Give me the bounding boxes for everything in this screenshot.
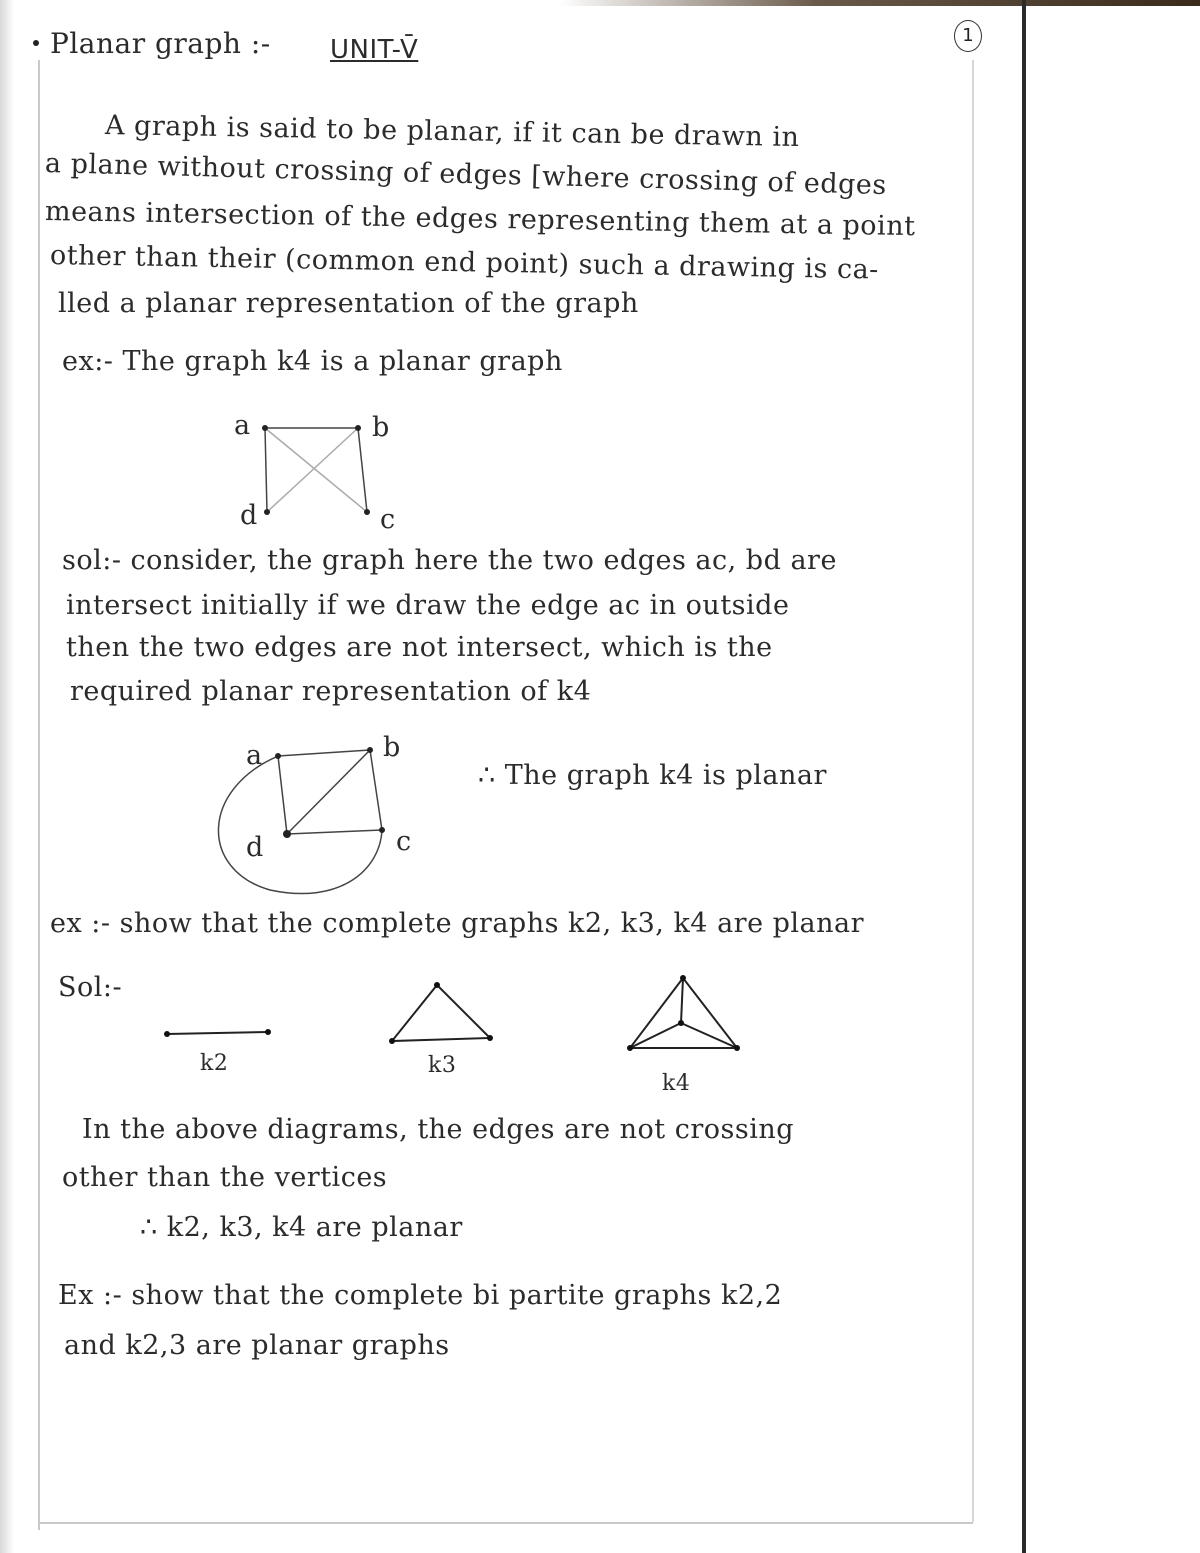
definition-line-5: lled a planar representation of the graph [58, 288, 639, 319]
graph-label-k4: k4 [662, 1071, 691, 1096]
graph-label-k2: k2 [200, 1051, 229, 1076]
unit-title: UNIT-V̄ [330, 35, 419, 65]
k4-planar-vertex-a: a [246, 740, 263, 771]
solution1-line-3: then the two edges are not intersect, which is the [66, 632, 773, 663]
k4-vertex-a: a [234, 410, 251, 441]
example1-statement: ex:- The graph k4 is a planar graph [62, 346, 563, 377]
k4-planar-vertex-c: c [396, 826, 412, 857]
definition-line-1: A graph is said to be planar, if it can be drawn in [104, 110, 800, 154]
example2-statement: ex :- show that the complete graphs k2, k3, k4 are planar [50, 908, 865, 939]
page-number: 1 [954, 20, 982, 52]
example2-sol-label: Sol:- [58, 972, 123, 1003]
graph-label-k3: k3 [428, 1053, 457, 1078]
k4-vertex-b: b [372, 412, 390, 443]
k4-vertex-c: c [380, 504, 396, 535]
definition-line-4: other than their (common end point) such a drawing is ca- [49, 240, 880, 286]
solution1-line-2: intersect initially if we draw the edge ac in outside [66, 590, 790, 621]
example1-conclusion: ∴ The graph k4 is planar [478, 760, 827, 791]
k4-planar-vertex-b: b [383, 732, 401, 763]
example2-explanation-line-1: In the above diagrams, the edges are not crossing [82, 1114, 795, 1145]
k4-planar-vertex-d: d [246, 832, 264, 863]
example3-line-2: and k2,3 are planar graphs [64, 1330, 450, 1361]
example3-line-1: Ex :- show that the complete bi partite graphs k2,2 [58, 1280, 783, 1311]
definition-line-3: means intersection of the edges representing them at a point [44, 196, 916, 243]
example2-conclusion: ∴ k2, k3, k4 are planar [140, 1212, 463, 1243]
solution1-line-4: required planar representation of k4 [70, 676, 592, 707]
definition-line-2: a plane without crossing of edges [where crossing of edges [44, 148, 888, 202]
solution1-line-1: sol:- consider, the graph here the two edges ac, bd are [62, 545, 837, 576]
example2-explanation-line-2: other than the vertices [62, 1162, 388, 1193]
k4-vertex-d: d [240, 500, 258, 531]
section-heading: Planar graph :- [50, 27, 271, 60]
